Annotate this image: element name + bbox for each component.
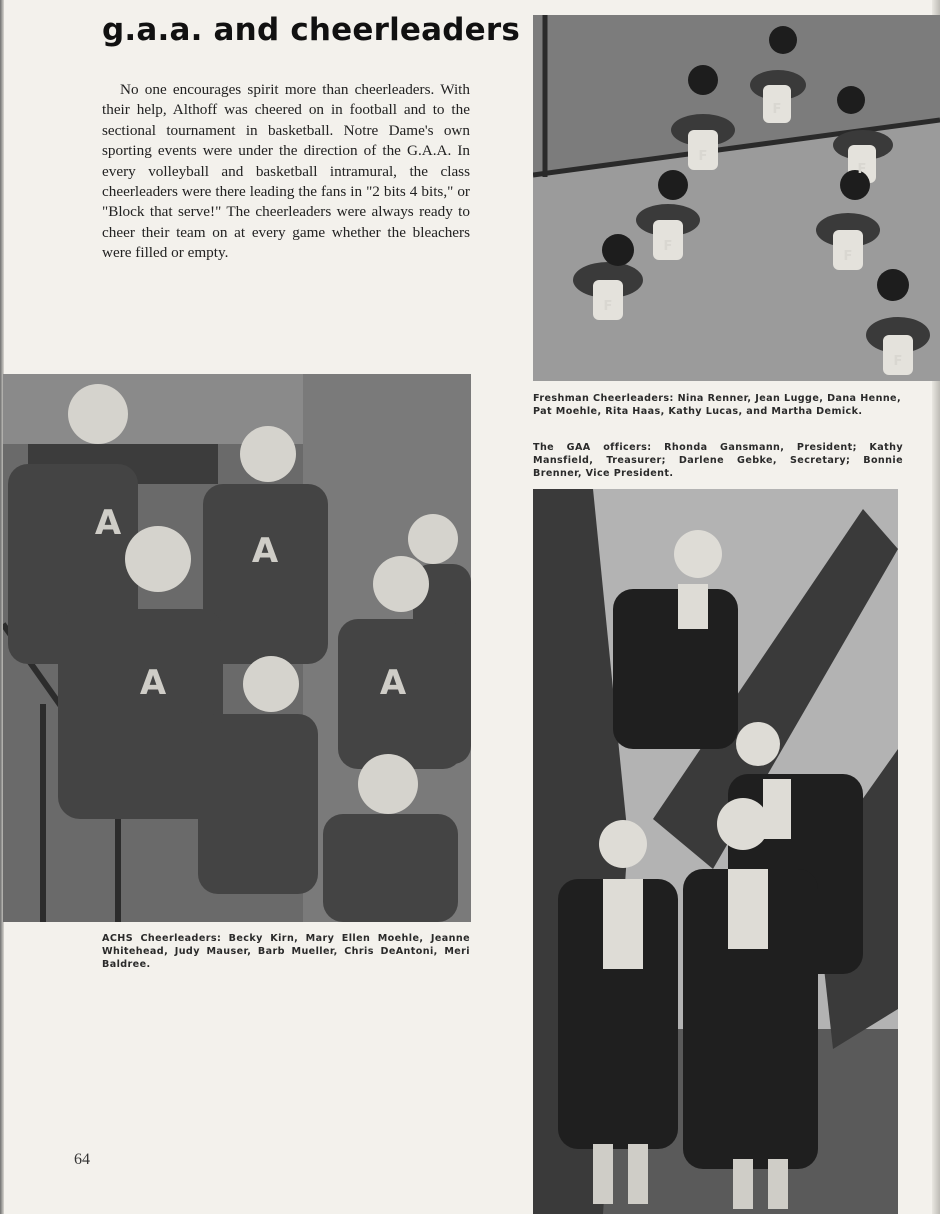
intro-paragraph: No one encourages spirit more than cheerleaders. With their help, Althoff was cheered on in football and to the sectional tournament in basketball. Notre Dame's own sporting events were under the direction of the G.A.A. In every volleyball and basketball intramural, the class cheerleaders were there leading the fans in "2 bits 4 bits," or "Block that serve!" The cheerleaders were always ready to cheer their team on at every game whether the bleachers were filled or empty.	[102, 81, 470, 262]
achs-sweater-letter: A	[379, 663, 407, 703]
freshman-cheerleaders-caption: Freshman Cheerleaders: Nina Renner, Jean Lugge, Dana Henne, Pat Moehle, Rita Haas, Kathy Lucas, and Martha Demick.	[533, 393, 901, 417]
achs-sweater-letter: A	[139, 663, 167, 703]
freshman-sweater-letter: F	[843, 249, 853, 264]
achs-sweater-letter: A	[251, 531, 279, 571]
freshman-sweater-letter: F	[772, 102, 782, 117]
freshman-sweater-letter: F	[857, 162, 867, 177]
freshman-sweater-letter: F	[603, 299, 613, 314]
freshman-cheerleaders-photo	[533, 15, 940, 381]
gaa-officers-caption: The GAA officers: Rhonda Gansmann, President; Kathy Mansfield, Treasurer; Darlene Gebke, Secretary; Bonnie Brenner, Vice President.	[533, 442, 903, 479]
page-title: g.a.a. and cheerleaders	[102, 12, 521, 48]
page-number: 64	[74, 1151, 90, 1168]
achs-cheerleaders-caption: ACHS Cheerleaders: Becky Kirn, Mary Ellen Moehle, Jeanne Whitehead, Judy Mauser, Barb Mueller, Chris DeAntoni, Meri Baldree.	[102, 933, 470, 970]
freshman-sweater-letter: F	[663, 239, 673, 254]
achs-cheerleaders-photo	[3, 374, 471, 922]
achs-sweater-letter: A	[94, 503, 122, 543]
gaa-officers-photo	[533, 489, 898, 1214]
freshman-sweater-letter: F	[893, 354, 903, 369]
freshman-sweater-letter: F	[698, 149, 708, 164]
